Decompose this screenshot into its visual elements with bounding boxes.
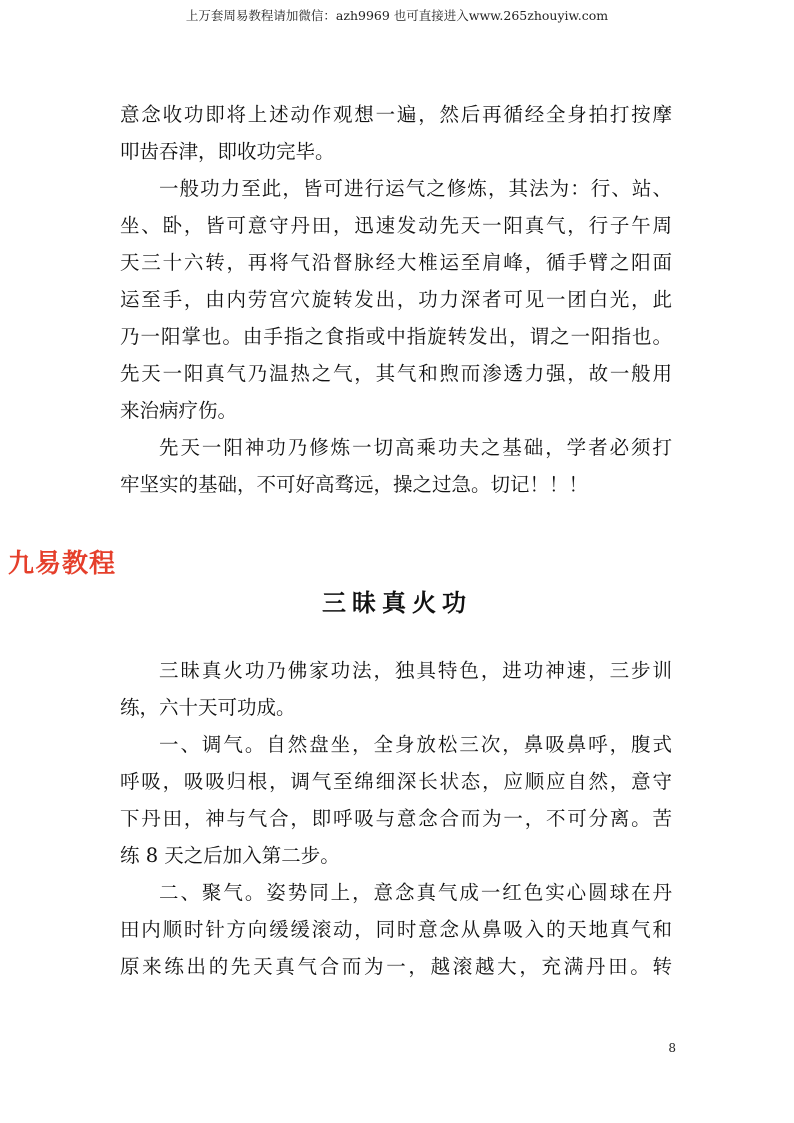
text-line: 运至手，由内劳宫穴旋转发出，功力深者可见一团白光，此	[120, 288, 672, 311]
text-line: 一、调气。自然盘坐，全身放松三次，鼻吸鼻呼，腹式	[159, 733, 672, 756]
text-line: 意念收功即将上述动作观想一遍，然后再循经全身拍打按摩	[120, 103, 672, 126]
watermark-logo: 九易教程	[8, 549, 117, 579]
text-line: 坐、卧，皆可意守丹田，迅速发动先天一阳真气，行子午周	[120, 214, 672, 237]
text-line: 原来练出的先天真气合而为一，越滚越大，充满丹田。转	[120, 955, 672, 978]
text-line: 呼吸，吸吸归根，调气至绵细深长状态，应顺应自然，意守	[120, 770, 672, 793]
text-line: 乃一阳掌也。由手指之食指或中指旋转发出，谓之一阳指也。	[120, 325, 672, 348]
section-title: 三昧真火功	[322, 588, 472, 617]
text-line: 二、聚气。姿势同上，意念真气成一红色实心圆球在丹	[159, 881, 672, 904]
paragraph-5	[120, 726, 672, 874]
body-text-bottom	[120, 652, 672, 985]
paragraph-1	[120, 96, 672, 170]
page-number: 8	[668, 1041, 676, 1055]
body-text-top	[120, 96, 672, 503]
paragraph-2	[120, 170, 672, 429]
text-line: 田内顺时针方向缓缓滚动，同时意念从鼻吸入的天地真气和	[120, 918, 672, 941]
text-line: 叩齿吞津，即收功完毕。	[120, 140, 335, 163]
paragraph-4	[120, 652, 672, 726]
text-line: 下丹田，神与气合，即呼吸与意念合而为一，不可分离。苦	[120, 807, 672, 830]
text-line: 一般功力至此，皆可进行运气之修炼，其法为：行、站、	[159, 177, 672, 200]
paragraph-3	[120, 429, 672, 503]
text-line: 三昧真火功乃佛家功法，独具特色，进功神速，三步训	[159, 659, 672, 682]
text-line: 来治病疗伤。	[120, 399, 238, 422]
text-line: 练 8 天之后加入第二步。	[120, 844, 340, 867]
text-line: 练，六十天可功成。	[120, 696, 296, 719]
page-header: 上万套周易教程请加微信：azh9969 也可直接进入www.265zhouyiw.com	[185, 8, 609, 23]
text-line: 牢坚实的基础，不可好高骛远，操之过急。切记！！！	[120, 473, 589, 496]
text-line: 天三十六转，再将气沿督脉经大椎运至肩峰，循手臂之阳面	[120, 251, 672, 274]
paragraph-6	[120, 874, 672, 985]
text-line: 先天一阳真气乃温热之气，其气和煦而渗透力强，故一般用	[120, 362, 672, 385]
text-line: 先天一阳神功乃修炼一切高乘功夫之基础，学者必须打	[159, 436, 672, 459]
